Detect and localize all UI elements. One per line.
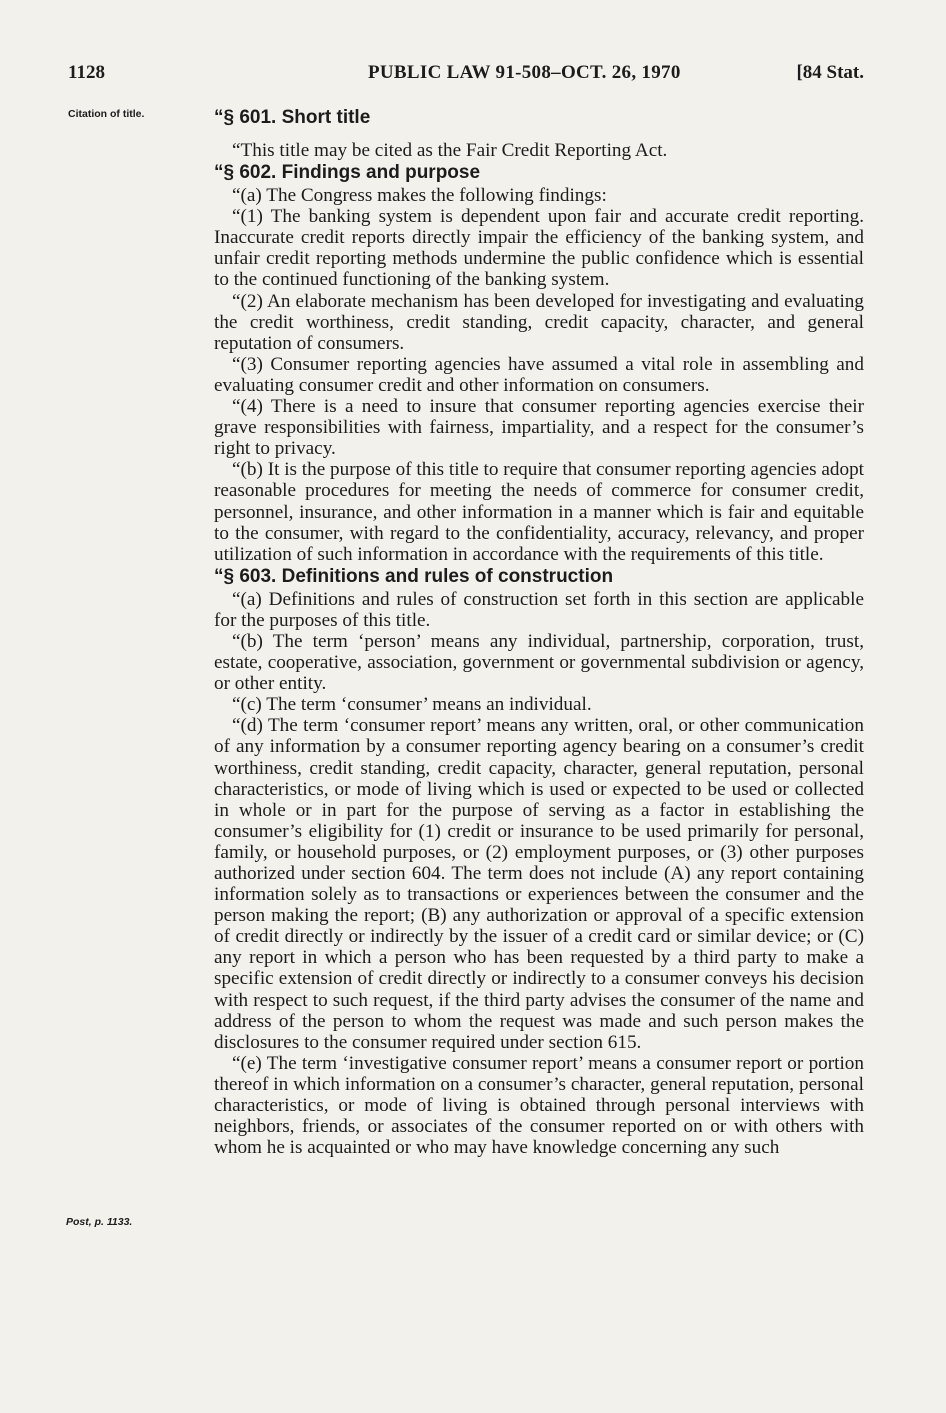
body-text: [214, 104, 864, 1158]
section-heading: “§ 603. Definitions and rules of construction: [214, 565, 614, 587]
paragraph: “(1) The banking system is dependent upon fair and accurate credit reporting. Inaccurate credit reports directly impair the efficiency of the banking system, and unfair credit reporting methods undermine the public confidence which is essential to the continued functioning of the banking system.: [214, 206, 864, 291]
paragraph: “(4) There is a need to insure that consumer reporting agencies exercise their grave responsibilities with fairness, impartiality, and a respect for the consumer’s right to privacy.: [214, 396, 864, 460]
paragraph: “(c) The term ‘consumer’ means an individual.: [232, 694, 592, 716]
paragraph: “(3) Consumer reporting agencies have assumed a vital role in assembling and evaluating consumer credit and other information on consumers.: [214, 353, 864, 396]
section-heading: “§ 601. Short title: [214, 107, 371, 128]
paragraph: “(a) Definitions and rules of construction set forth in this section are applicable for the purposes of this title.: [214, 588, 864, 631]
section-603: [214, 565, 864, 1159]
paragraph: “(a) The Congress makes the following findings:: [232, 185, 607, 207]
paragraph: “(d) The term ‘consumer report’ means any written, oral, or other communication of any information by a consumer reporting agency bearing on a consumer’s credit worthiness, credit standing, credit capacity, character, general reputation, personal characteristics, or mode of living which is used or expected to be used or collected in whole or in part for the purpose of serving as a factor in establishing the consumer’s eligibility for (1) credit or insurance to be used primarily for personal, family, or household purposes, or (2) employment purposes, or (3) other purposes authorized under section 604. The term does not include (A) any report containing information solely as to transactions or experiences between the consumer and the person making the report; (B) any authorization or approval of a specific extension of credit directly or indirectly by the issuer of a credit card or similar device; or (C) any report in which a person who has been requested by a third party to make a specific extension of credit directly or indirectly to a consumer conveys his decision with respect to such request, if the third party advises the consumer of the name and address of the person to whom the request was made and such person makes the disclosures to the consumer required under section 615.: [214, 715, 864, 1053]
section-heading: “§ 602. Findings and purpose: [214, 162, 481, 184]
margin-note-post: Post, p. 1133.: [66, 1216, 133, 1228]
margin-note-citation: Citation of title.: [68, 108, 145, 120]
page-header: [68, 62, 864, 88]
running-title: PUBLIC LAW 91-508–OCT. 26, 1970: [368, 62, 681, 83]
paragraph: “(2) An elaborate mechanism has been developed for investigating and evaluating the credit worthiness, credit standing, credit capacity, character, and general reputation of consumers.: [214, 290, 864, 354]
paragraph: “(e) The term ‘investigative consumer report’ means a consumer report or portion thereof in which information on a consumer’s character, general reputation, personal characteristics, or mode of living is obtained through personal interviews with neighbors, friends, or associates of the consumer reported on or with others with whom he is acquainted or who may have knowledge concerning any such: [214, 1052, 864, 1159]
paragraph: “This title may be cited as the Fair Credit Reporting Act.: [232, 140, 668, 161]
section-602: [214, 161, 864, 565]
paragraph: “(b) It is the purpose of this title to require that consumer reporting agencies adopt reasonable procedures for meeting the needs of commerce for consumer credit, personnel, insurance, and other information in a manner which is fair and equitable to the consumer, with regard to the confidentiality, accuracy, relevancy, and proper utilization of such information in accordance with the requirements of this title.: [214, 459, 864, 565]
statute-volume: [84 Stat.: [796, 62, 864, 83]
paragraph: “(b) The term ‘person’ means any individual, partnership, corporation, trust, estate, cooperative, association, government or governmental subdivision or agency, or other entity.: [214, 630, 864, 695]
page-number: 1128: [68, 62, 105, 83]
section-601: [214, 106, 864, 161]
